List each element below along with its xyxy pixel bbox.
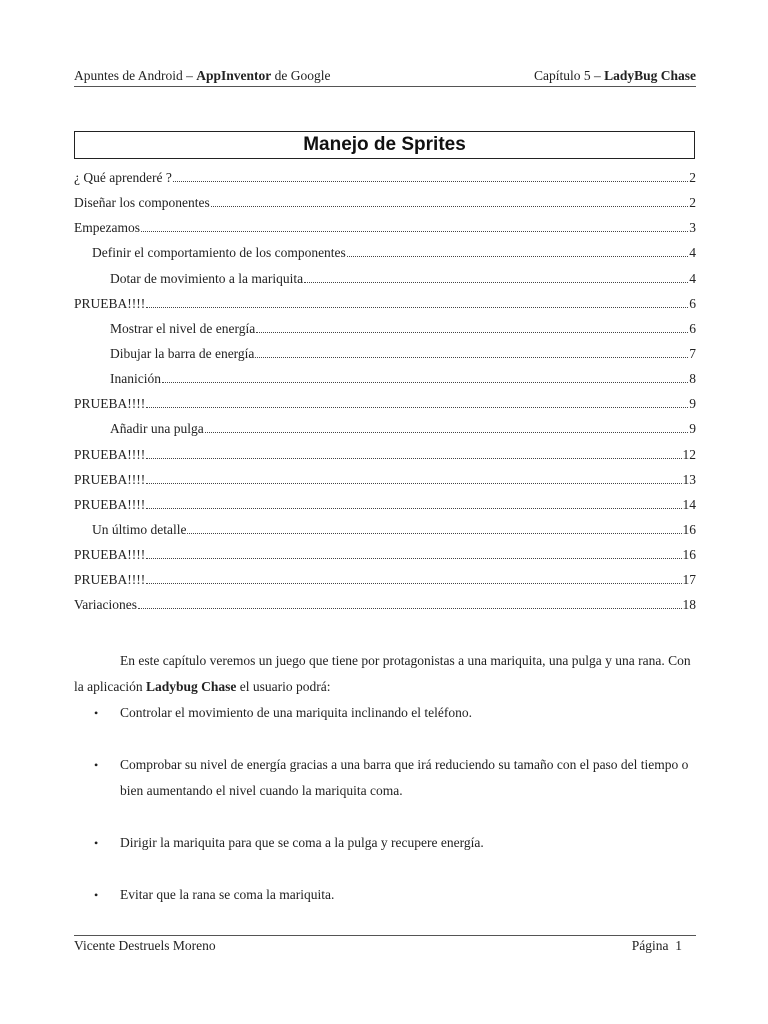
- toc-entry[interactable]: [74, 371, 696, 396]
- toc-entry-page: 14: [682, 496, 696, 512]
- toc-leader-dots: [255, 346, 688, 358]
- toc-leader-dots: [146, 472, 681, 484]
- toc-leader-dots: [173, 170, 688, 182]
- page-footer: [74, 935, 696, 954]
- toc-leader-dots: [187, 522, 681, 534]
- toc-entry[interactable]: [74, 572, 696, 597]
- header-left: Apuntes de Android – AppInventor de Google: [74, 68, 331, 83]
- toc-entry-label: ¿ Qué aprenderé ?: [74, 170, 172, 185]
- toc-leader-dots: [146, 396, 688, 408]
- toc-entry-label: Mostrar el nivel de energía: [110, 320, 256, 336]
- toc-entry-label: Empezamos: [74, 220, 140, 236]
- toc-entry-label: PRUEBA!!!!: [74, 396, 146, 412]
- toc-leader-dots: [304, 271, 688, 283]
- toc-leader-dots: [162, 371, 688, 383]
- toc-entry-label: PRUEBA!!!!: [74, 471, 146, 487]
- list-item: • Dirigir la mariquita para que se coma a la pulga y recupere energía.: [94, 835, 484, 850]
- toc-entry[interactable]: [74, 346, 696, 371]
- toc-entry-label: PRUEBA!!!!: [74, 295, 146, 311]
- toc-leader-dots: [146, 572, 681, 584]
- intro-paragraph: En este capítulo veremos un juego que tiene por protagonistas a una mariquita, una pulga y una rana. Con la aplicación Ladybug Chase el usuario podrá:: [74, 653, 691, 694]
- toc-entry[interactable]: [74, 447, 696, 472]
- toc-entry-label: Definir el comportamiento de los componentes: [92, 245, 346, 261]
- toc-entry-label: PRUEBA!!!!: [74, 496, 146, 512]
- toc-leader-dots: [141, 220, 688, 232]
- toc-entry[interactable]: [74, 597, 696, 622]
- toc-entry[interactable]: [74, 296, 696, 321]
- toc-entry-page: 13: [682, 471, 696, 487]
- toc-leader-dots: [347, 245, 688, 257]
- author-name: Vicente Destruels Moreno: [74, 938, 216, 953]
- toc-entry-label: PRUEBA!!!!: [74, 572, 146, 588]
- toc-entry[interactable]: [74, 195, 696, 220]
- toc-entry[interactable]: [74, 245, 696, 270]
- toc-entry-label: Inanición: [110, 371, 161, 387]
- toc-entry-page: 16: [682, 521, 696, 537]
- toc-entry[interactable]: [74, 522, 696, 547]
- toc-entry-page: 2: [689, 195, 696, 211]
- toc-entry-label: PRUEBA!!!!: [74, 547, 146, 563]
- toc-entry[interactable]: [74, 421, 696, 446]
- toc-entry-page: 4: [689, 270, 696, 286]
- list-item: • Controlar el movimiento de una mariquita inclinando el teléfono.: [94, 705, 473, 720]
- toc-entry-page: 2: [689, 170, 696, 185]
- toc-entry-page: 9: [689, 421, 696, 437]
- page-number: Página 1: [631, 938, 682, 953]
- toc-entry[interactable]: [74, 472, 696, 497]
- feature-list: [74, 700, 696, 908]
- list-item: • Evitar que la rana se coma la mariquita.: [94, 887, 335, 902]
- toc-entry[interactable]: [74, 547, 696, 572]
- toc-entry-label: Diseñar los componentes: [74, 195, 210, 211]
- toc-entry-label: Añadir una pulga: [110, 421, 204, 437]
- toc-entry[interactable]: [74, 220, 696, 245]
- toc-entry-page: 9: [689, 396, 696, 412]
- toc-leader-dots: [146, 296, 688, 308]
- toc-leader-dots: [146, 497, 681, 509]
- toc-leader-dots: [211, 195, 689, 207]
- toc-leader-dots: [256, 321, 688, 333]
- toc-entry-label: Variaciones: [74, 597, 137, 613]
- toc-entry[interactable]: [74, 170, 696, 195]
- toc-entry-label: Dotar de movimiento a la mariquita: [110, 270, 304, 286]
- page-header: [74, 68, 696, 87]
- body-text: [74, 648, 696, 908]
- toc-entry-page: 4: [689, 245, 696, 261]
- toc-leader-dots: [146, 447, 681, 459]
- toc-leader-dots: [146, 547, 681, 559]
- toc-entry[interactable]: [74, 497, 696, 522]
- toc-entry[interactable]: [74, 396, 696, 421]
- toc-entry-label: Dibujar la barra de energía: [110, 345, 255, 361]
- toc-entry-page: 6: [689, 320, 696, 336]
- toc-entry[interactable]: [74, 271, 696, 296]
- toc-entry-page: 6: [689, 295, 696, 311]
- toc-entry-page: 17: [682, 572, 696, 588]
- header-right: Capítulo 5 – LadyBug Chase: [533, 68, 696, 83]
- toc-entry-label: Un último detalle: [92, 521, 187, 537]
- chapter-title: Manejo de Sprites: [74, 131, 695, 159]
- toc-entry-page: 12: [682, 446, 696, 462]
- toc-entry-label: PRUEBA!!!!: [74, 446, 146, 462]
- table-of-contents: [74, 170, 696, 623]
- toc-entry-page: 3: [689, 220, 696, 236]
- toc-entry-page: 16: [682, 547, 696, 563]
- toc-entry[interactable]: [74, 321, 696, 346]
- toc-leader-dots: [205, 421, 689, 433]
- list-item: • Comprobar su nivel de energía gracias a una barra que irá reduciendo su tamaño con el paso del tiempo o bien aumentando el nivel cuando la mariquita coma.: [94, 757, 689, 798]
- toc-leader-dots: [138, 597, 682, 609]
- toc-entry-page: 18: [682, 597, 696, 613]
- toc-entry-page: 8: [689, 371, 696, 387]
- toc-entry-page: 7: [689, 345, 696, 361]
